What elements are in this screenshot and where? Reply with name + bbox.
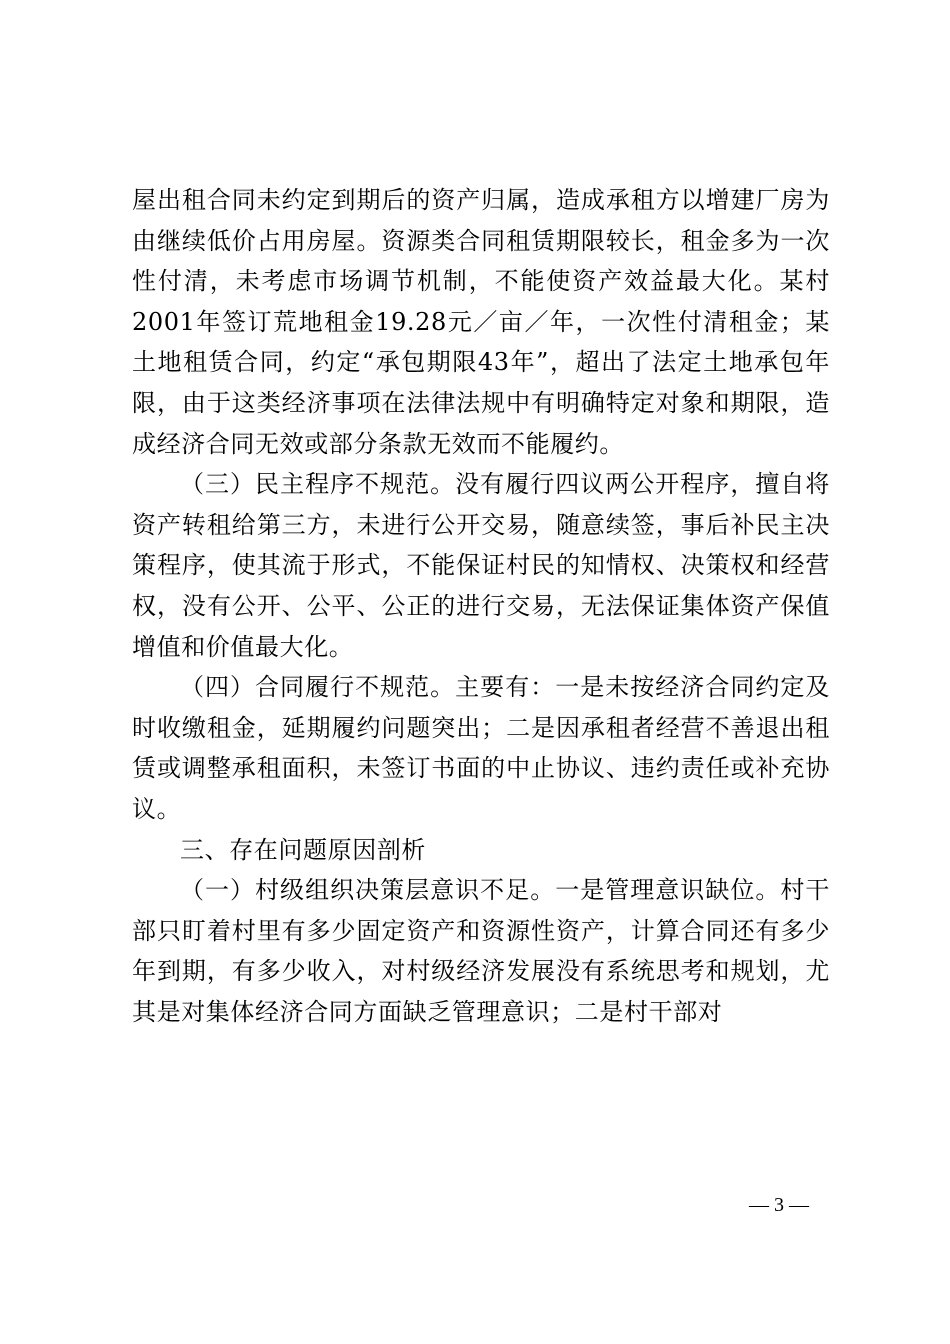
paragraph-democratic-procedure: （三）民主程序不规范。没有履行四议两公开程序，擅自将资产转租给第三方，未进行公开交易，随意续签，事后补民主决策程序，使其流于形式，不能保证村民的知情权、决策权和经营权，没有公开、公平、公正的进行交易，无法保证集体资产保值增值和价值最大化。 [132,470,830,661]
section-heading-cause-analysis: 三、存在问题原因剖析 [180,835,426,864]
paragraph-contract-performance: （四）合同履行不规范。主要有：一是未按经济合同约定及时收缴租金，延期履约问题突出；二是因承租者经营不善退出租赁或调整承租面积，未签订书面的中止协议、违约责任或补充协议。 [132,673,830,823]
paragraph-asset-contract-issues: 屋出租合同未约定到期后的资产归属，造成承租方以增建厂房为由继续低价占用房屋。资源类合同租赁期限较长，租金多为一次性付清，未考虑市场调节机制，不能使资产效益最大化。某村2001年签订荒地租金19.28元／亩／年，一次性付清租金；某土地租赁合同，约定“承包期限43年”，超出了法定土地承包年限，由于这类经济事项在法律法规中有明确特定对象和期限，造成经济合同无效或部分条款无效而不能履约。 [132,186,830,458]
document-body [132,180,830,1032]
paragraph-decision-awareness: （一）村级组织决策层意识不足。一是管理意识缺位。村干部只盯着村里有多少固定资产和资源性资产，计算合同还有多少年到期，有多少收入，对村级经济发展没有系统思考和规划，尤其是对集体经济合同方面缺乏管理意识；二是村干部对 [132,876,830,1026]
page-number: — 3 — [749,1194,809,1216]
